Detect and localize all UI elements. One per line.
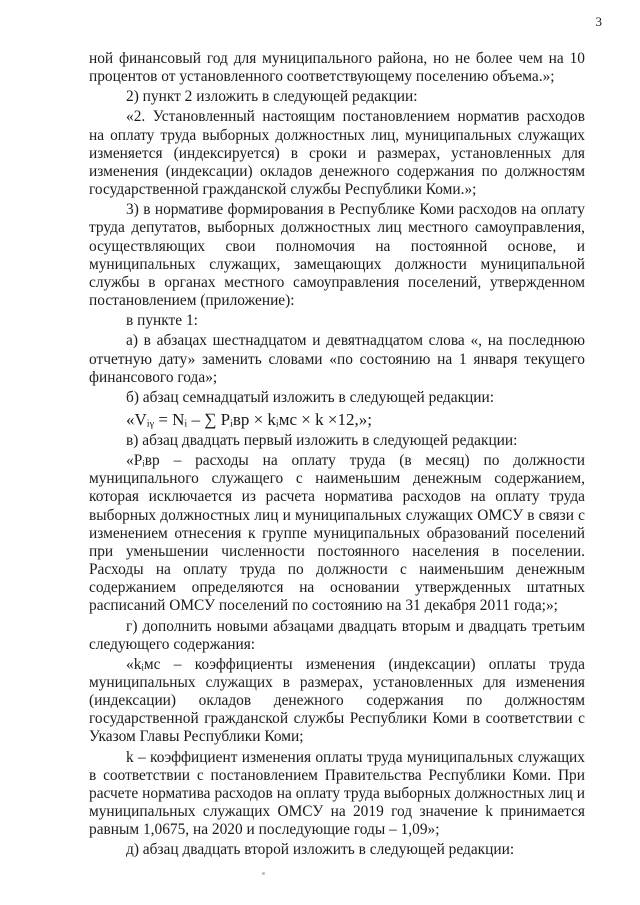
- formula-paragraph: «Vᵢᵧ = Nᵢ – ∑ Pᵢвр × kᵢмс × k ×12,»;: [126, 409, 372, 429]
- scan-speck: [262, 872, 265, 875]
- body-paragraph: д) абзац двадцать второй изложить в следующей редакции:: [126, 841, 515, 859]
- body-paragraph: 3) в нормативе формирования в Республике Коми расходов на оплату труда депутатов, выборных должностных лиц местного самоуправления, осуществляющих свои полномочия на постоянной основе, и муниципальных служащих, замещающих должности муниципальной службы в органах местного самоуправления поселений, утвержденном постановлением (приложение):: [89, 201, 585, 310]
- body-paragraph: в) абзац двадцать первый изложить в следующей редакции:: [126, 431, 518, 449]
- body-paragraph: в пункте 1:: [126, 312, 198, 330]
- body-paragraph: «kᵢмс – коэффициенты изменения (индексации) оплаты труда муниципальных служащих в размерах, установленных для изменения (индексации) окладов денежного содержания по должностям государственной гражданской службы Республики Коми в соответствии с Указом Главы Республики Коми;: [89, 655, 585, 746]
- body-paragraph: «Pᵢвр – расходы на оплату труда (в месяц) по должности муниципального служащего с наименьшим денежным содержанием, которая исключается из расчета норматива расходов на оплату труда выборных должностных лиц и муниципальных служащих ОМСУ в связи с изменением отнесения к группе муниципальных образований поселений при уменьшении численности постоянного населения в поселении. Расходы на оплату труда по должности с наименьшим денежным содержанием определяются на основании утвержденных штатных расписаний ОМСУ поселений по состоянию на 31 декабря 2011 года;»;: [89, 452, 585, 615]
- body-paragraph: k – коэффициент изменения оплаты труда муниципальных служащих в соответствии с постановлением Правительства Республики Коми. При расчете норматива расходов на оплату труда выборных должностных лиц и муниципальных служащих ОМСУ на 2019 год значение k принимается равным 1,0675, на 2020 и последующие годы – 1,09»;: [89, 748, 585, 839]
- body-paragraph: 2) пункт 2 изложить в следующей редакции:: [126, 88, 418, 106]
- document-body: [89, 50, 585, 862]
- body-paragraph: г) дополнить новыми абзацами двадцать вторым и двадцать третьим следующего содержания:: [89, 617, 585, 653]
- body-paragraph: б) абзац семнадцатый изложить в следующей редакции:: [126, 388, 495, 406]
- body-paragraph: «2. Установленный настоящим постановлением норматив расходов на оплату труда выборных должностных лиц, муниципальных служащих изменяется (индексируется) в сроки и размерах, установленных для изменения (индексации) окладов денежного содержания по должностям государственной гражданской службы Республики Коми.»;: [89, 108, 585, 199]
- body-paragraph: ной финансовый год для муниципального района, но не более чем на 10 процентов от установленного соответствующему поселению объема.»;: [89, 50, 585, 86]
- body-paragraph: а) в абзацах шестнадцатом и девятнадцатом слова «, на последнюю отчетную дату» заменить словами «по состоянию на 1 января текущего финансового года»;: [89, 332, 585, 386]
- page-number: 3: [595, 14, 602, 29]
